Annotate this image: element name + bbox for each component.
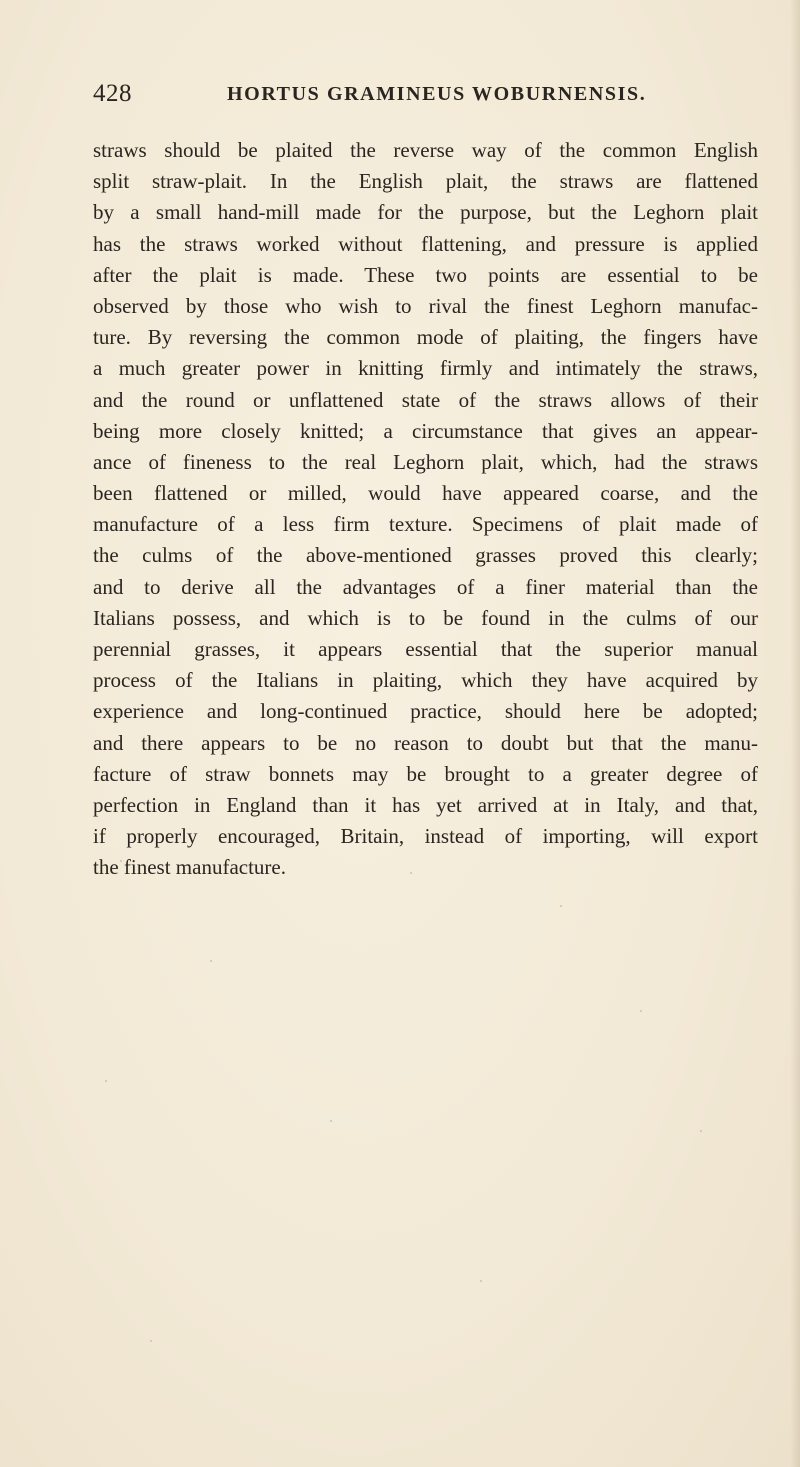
text-line: and to derive all the advantages of a finer material than the bbox=[93, 574, 758, 599]
text-line: been flattened or milled, would have appeared coarse, and the bbox=[93, 481, 758, 506]
text-line: straws should be plaited the reverse way of the common English bbox=[93, 138, 758, 162]
text-line: the culms of the above-mentioned grasses proved this clearly; bbox=[93, 543, 758, 568]
text-line: ture. By reversing the common mode of plaiting, the fingers have bbox=[93, 325, 758, 350]
running-head: HORTUS GRAMINEUS WOBURNENSIS. bbox=[227, 83, 647, 105]
text-line: perennial grasses, it appears essential that the superior manual bbox=[93, 637, 758, 661]
text-line: by a small hand-mill made for the purpose, but the Leghorn plait bbox=[93, 200, 758, 225]
text-line: perfection in England than it has yet arrived at in Italy, and that, bbox=[93, 792, 758, 817]
body-text bbox=[93, 135, 758, 884]
text-line: Italians possess, and which is to be found in the culms of our bbox=[93, 605, 758, 630]
text-line: being more closely knitted; a circumstance that gives an appear- bbox=[93, 418, 758, 443]
text-line: has the straws worked without flattening, and pressure is applied bbox=[93, 231, 758, 256]
text-line: observed by those who wish to rival the finest Leghorn manufac- bbox=[93, 293, 758, 318]
text-line: and the round or unflattened state of the straws allows of their bbox=[93, 387, 758, 412]
text-line: if properly encouraged, Britain, instead of importing, will export bbox=[93, 824, 758, 849]
text-line: split straw-plait. In the English plait, the straws are flattened bbox=[93, 169, 758, 194]
page-edge-shadow bbox=[790, 0, 800, 1467]
text-line: experience and long-continued practice, should here be adopted; bbox=[93, 699, 758, 724]
text-line: and there appears to be no reason to doubt but that the manu- bbox=[93, 730, 758, 755]
text-line: facture of straw bonnets may be brought to a greater degree of bbox=[93, 761, 758, 786]
text-line: ance of fineness to the real Leghorn plait, which, had the straws bbox=[93, 449, 758, 474]
page-header bbox=[93, 80, 743, 116]
text-line-last: the finest manufacture. bbox=[93, 855, 286, 880]
text-line: manufacture of a less firm texture. Specimens of plait made of bbox=[93, 512, 758, 537]
text-line: a much greater power in knitting firmly and intimately the straws, bbox=[93, 356, 758, 381]
text-line: after the plait is made. These two points are essential to be bbox=[93, 262, 758, 287]
page-number: 428 bbox=[93, 80, 132, 107]
text-line: process of the Italians in plaiting, which they have acquired by bbox=[93, 668, 758, 693]
